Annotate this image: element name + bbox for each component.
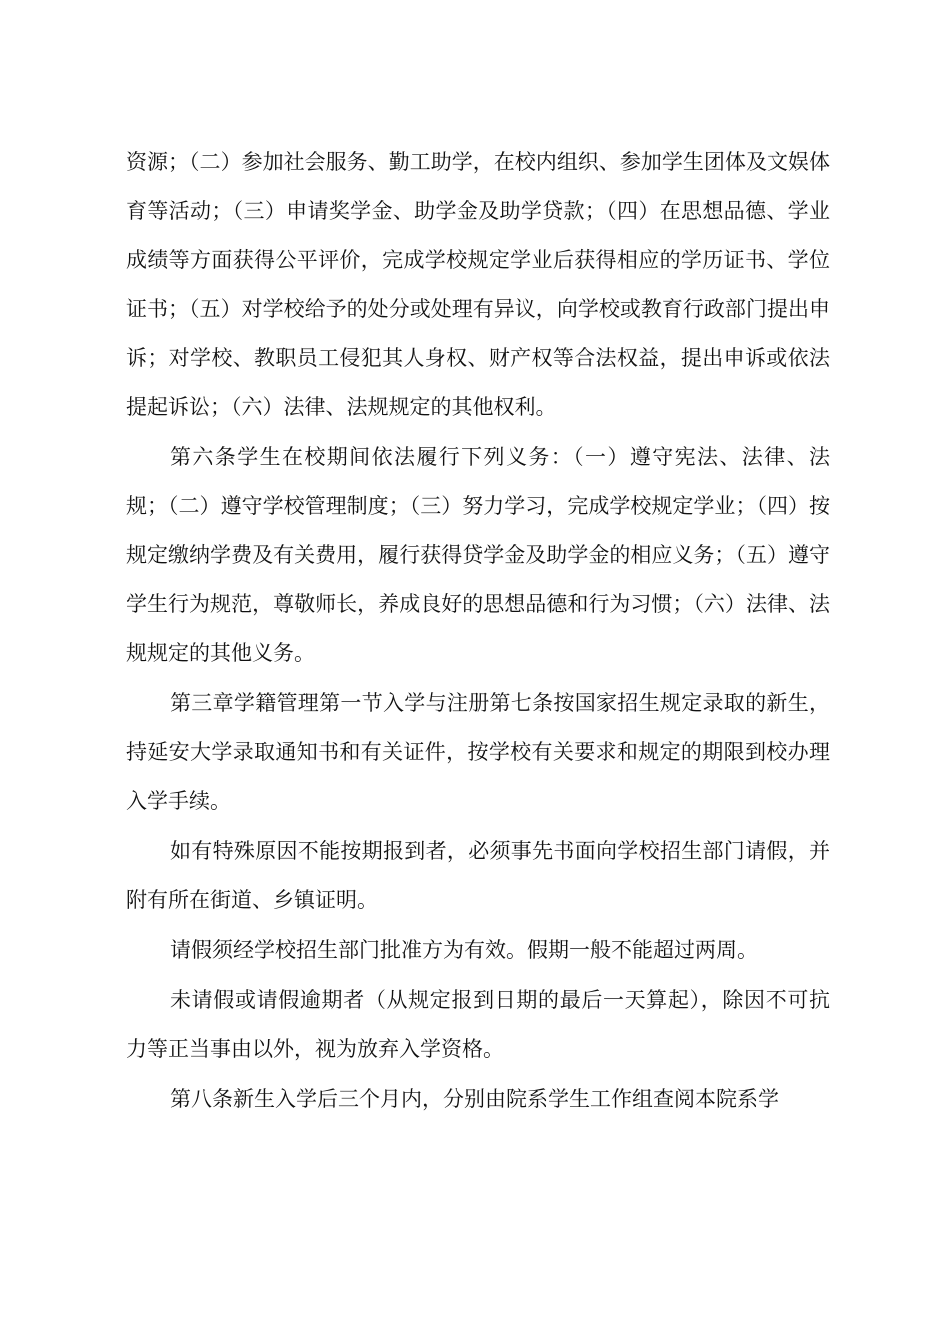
paragraph-article-8: 第八条新生入学后三个月内，分别由院系学生工作组查阅本院系学 [170,1087,779,1111]
paragraph-overdue: 未请假或请假逾期者（从规定报到日期的最后一天算起），除因不可抗力等正当事由以外，视为放弃入学资格。 [126,988,830,1061]
paragraph-article-7: 第三章学籍管理第一节入学与注册第七条按国家招生规定录取的新生，持延安大学录取通知书和有关证件，按学校有关要求和规定的期限到校办理入学手续。 [126,691,830,813]
paragraph-leave-request: 如有特殊原因不能按期报到者，必须事先书面向学校招生部门请假，并附有所在街道、乡镇证明。 [126,839,830,912]
document-body [126,138,830,1125]
paragraph-rights-continued: 资源；（二）参加社会服务、勤工助学，在校内组织、参加学生团体及文娱体育等活动；（三）申请奖学金、助学金及助学贷款；（四）在思想品德、学业成绩等方面获得公平评价，完成学校规定学业后获得相应的学历证书、学位证书；（五）对学校给予的处分或处理有异议，向学校或教育行政部门提出申诉；对学校、教职员工侵犯其人身权、财产权等合法权益，提出申诉或依法提起诉讼；（六）法律、法规规定的其他权利。 [126,150,830,419]
paragraph-leave-approval: 请假须经学校招生部门批准方为有效。假期一般不能超过两周。 [170,938,758,962]
paragraph-article-6: 第六条学生在校期间依法履行下列义务：（一）遵守宪法、法律、法规；（二）遵守学校管理制度；（三）努力学习，完成学校规定学业；（四）按规定缴纳学费及有关费用，履行获得贷学金及助学金的相应义务；（五）遵守学生行为规范，尊敬师长，养成良好的思想品德和行为习惯；（六）法律、法规规定的其他义务。 [126,445,830,665]
